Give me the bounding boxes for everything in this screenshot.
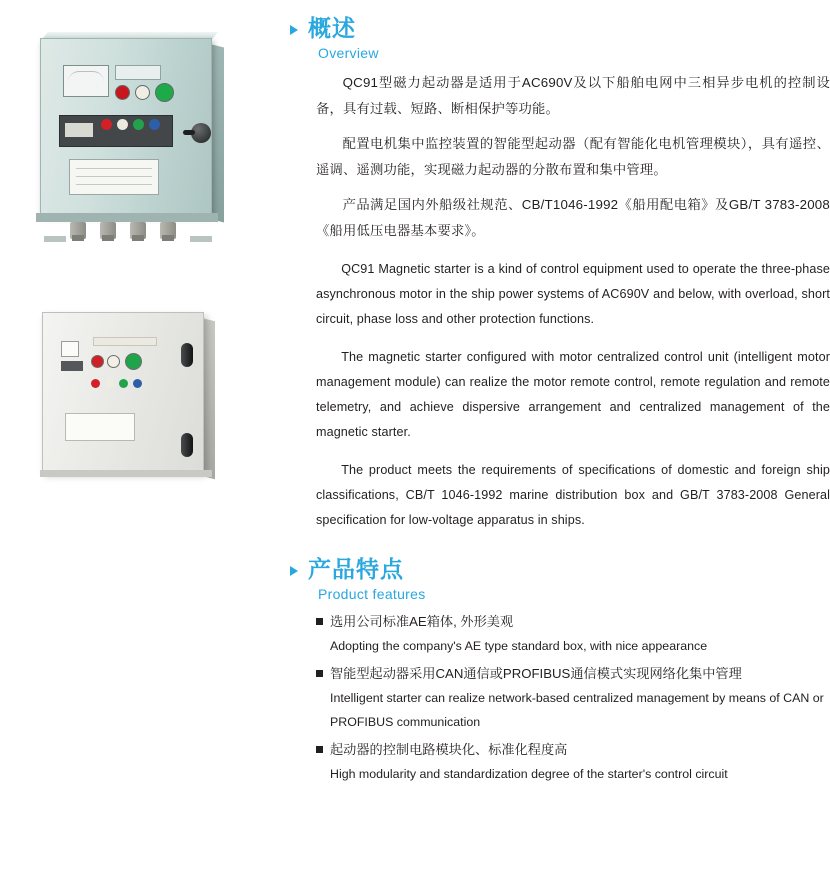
overview-paragraph-cn: 配置电机集中监控装置的智能型起动器（配有智能化电机管理模块），具有遥控、遥调、遥测功能，实现磁力起动器的分散布置和集中管理。 <box>316 136 830 177</box>
overview-paragraph-en: The magnetic starter configured with motor centralized control unit (intelligent motor management module) can realize the motor remote control, remote regulation and remote telemetry, and achieve dispersive arrangement and centralized management of the magnetic starter. <box>316 350 830 439</box>
cable-gland-icon <box>70 222 86 239</box>
square-bullet-icon <box>316 746 323 753</box>
door-handle-icon <box>181 343 193 367</box>
feature-text-en: Adopting the company's AE type standard box, with nice appearance <box>330 639 708 653</box>
feature-text-cn-row <box>316 662 830 686</box>
control-module-icon <box>61 361 83 371</box>
display-window <box>115 65 161 80</box>
content-column <box>290 0 830 790</box>
label-strip <box>93 337 157 346</box>
cabinet-side-face <box>210 44 224 222</box>
indicator-lamp-blue <box>149 119 160 130</box>
feature-text-en: High modularity and standardization degree of the starter's control circuit <box>330 767 728 781</box>
feature-text-cn: 起动器的控制电路模块化、标准化程度高 <box>330 742 568 757</box>
section-title-en: Product features <box>318 586 426 602</box>
stop-button-icon <box>91 355 104 368</box>
reset-button-icon <box>107 355 120 368</box>
overview-paragraph-en: The product meets the requirements of specifications of domestic and foreign ship classifications, CB/T 1046-1992 marine distribution box and GB/T 3783-2008 General specification for low-voltage apparatus in ships. <box>316 463 830 527</box>
cable-gland-icon <box>130 222 146 239</box>
ammeter-icon <box>63 65 109 97</box>
indicator-lamp-red <box>101 119 112 130</box>
cable-gland-icon <box>100 222 116 239</box>
stop-button-icon <box>115 85 130 100</box>
section-header-features <box>290 555 830 583</box>
cabinet-front-face <box>40 38 212 215</box>
overview-paragraph-cn: QC91型磁力起动器是适用于AC690V及以下船舶电网中三相异步电机的控制设备，具有过载、短路、断相保护等功能。 <box>316 75 830 116</box>
nameplate <box>65 413 135 441</box>
cabinet-base <box>40 470 212 477</box>
feature-list <box>316 610 830 786</box>
section-header-overview <box>290 14 830 42</box>
list-item <box>316 738 830 786</box>
door-handle-icon <box>181 433 193 457</box>
feature-text-cn: 智能型起动器采用CAN通信或PROFIBUS通信模式实现网络化集中管理 <box>330 666 742 681</box>
indicator-lamp-green <box>133 119 144 130</box>
display-window <box>61 341 79 357</box>
section-title-en: Overview <box>318 45 379 61</box>
nameplate-line <box>76 168 152 169</box>
product-photo-white-cabinet <box>36 306 236 496</box>
cabinet-front-face <box>42 312 204 472</box>
indicator-lamp-white <box>105 379 114 388</box>
reset-button-icon <box>135 85 150 100</box>
product-photo-blue-cabinet <box>32 30 232 250</box>
cable-gland-icon <box>160 222 176 239</box>
nameplate-line <box>76 176 152 177</box>
section-title-cn: 概述 <box>308 15 356 41</box>
rotary-handle-icon <box>191 123 211 143</box>
feature-text-cn: 选用公司标准AE箱体, 外形美观 <box>330 614 514 629</box>
indicator-lamp-white <box>117 119 128 130</box>
list-item <box>316 662 830 734</box>
list-item <box>316 610 830 658</box>
square-bullet-icon <box>316 670 323 677</box>
triangle-bullet-icon <box>290 566 298 576</box>
feature-text-cn-row <box>316 738 830 762</box>
indicator-lamp-blue <box>133 379 142 388</box>
product-image-column <box>0 0 290 869</box>
start-button-icon <box>125 353 142 370</box>
indicator-lamp-green <box>119 379 128 388</box>
mounting-foot <box>190 236 212 242</box>
triangle-bullet-icon <box>290 25 298 35</box>
indicator-lamp-red <box>91 379 100 388</box>
nameplate-line <box>76 184 152 185</box>
overview-paragraph-cn: 产品满足国内外船级社规范、CB/T1046-1992《船用配电箱》及GB/T 3783-2008《船用低压电器基本要求》。 <box>316 197 830 238</box>
section-title-cn: 产品特点 <box>308 556 404 582</box>
nameplate <box>69 159 159 195</box>
mounting-foot <box>44 236 66 242</box>
cabinet-base <box>36 213 218 222</box>
start-button-icon <box>155 83 174 102</box>
feature-text-cn-row <box>316 610 830 634</box>
module-display-icon <box>65 123 93 137</box>
overview-paragraph-en: QC91 Magnetic starter is a kind of control equipment used to operate the three-phase asynchronous motor in the ship power systems of AC690V and below, with overload, short circuit, phase loss and other protection functions. <box>316 262 830 326</box>
square-bullet-icon <box>316 618 323 625</box>
feature-text-en: Intelligent starter can realize network-based centralized management by means of CAN or PROFIBUS communication <box>330 691 824 729</box>
